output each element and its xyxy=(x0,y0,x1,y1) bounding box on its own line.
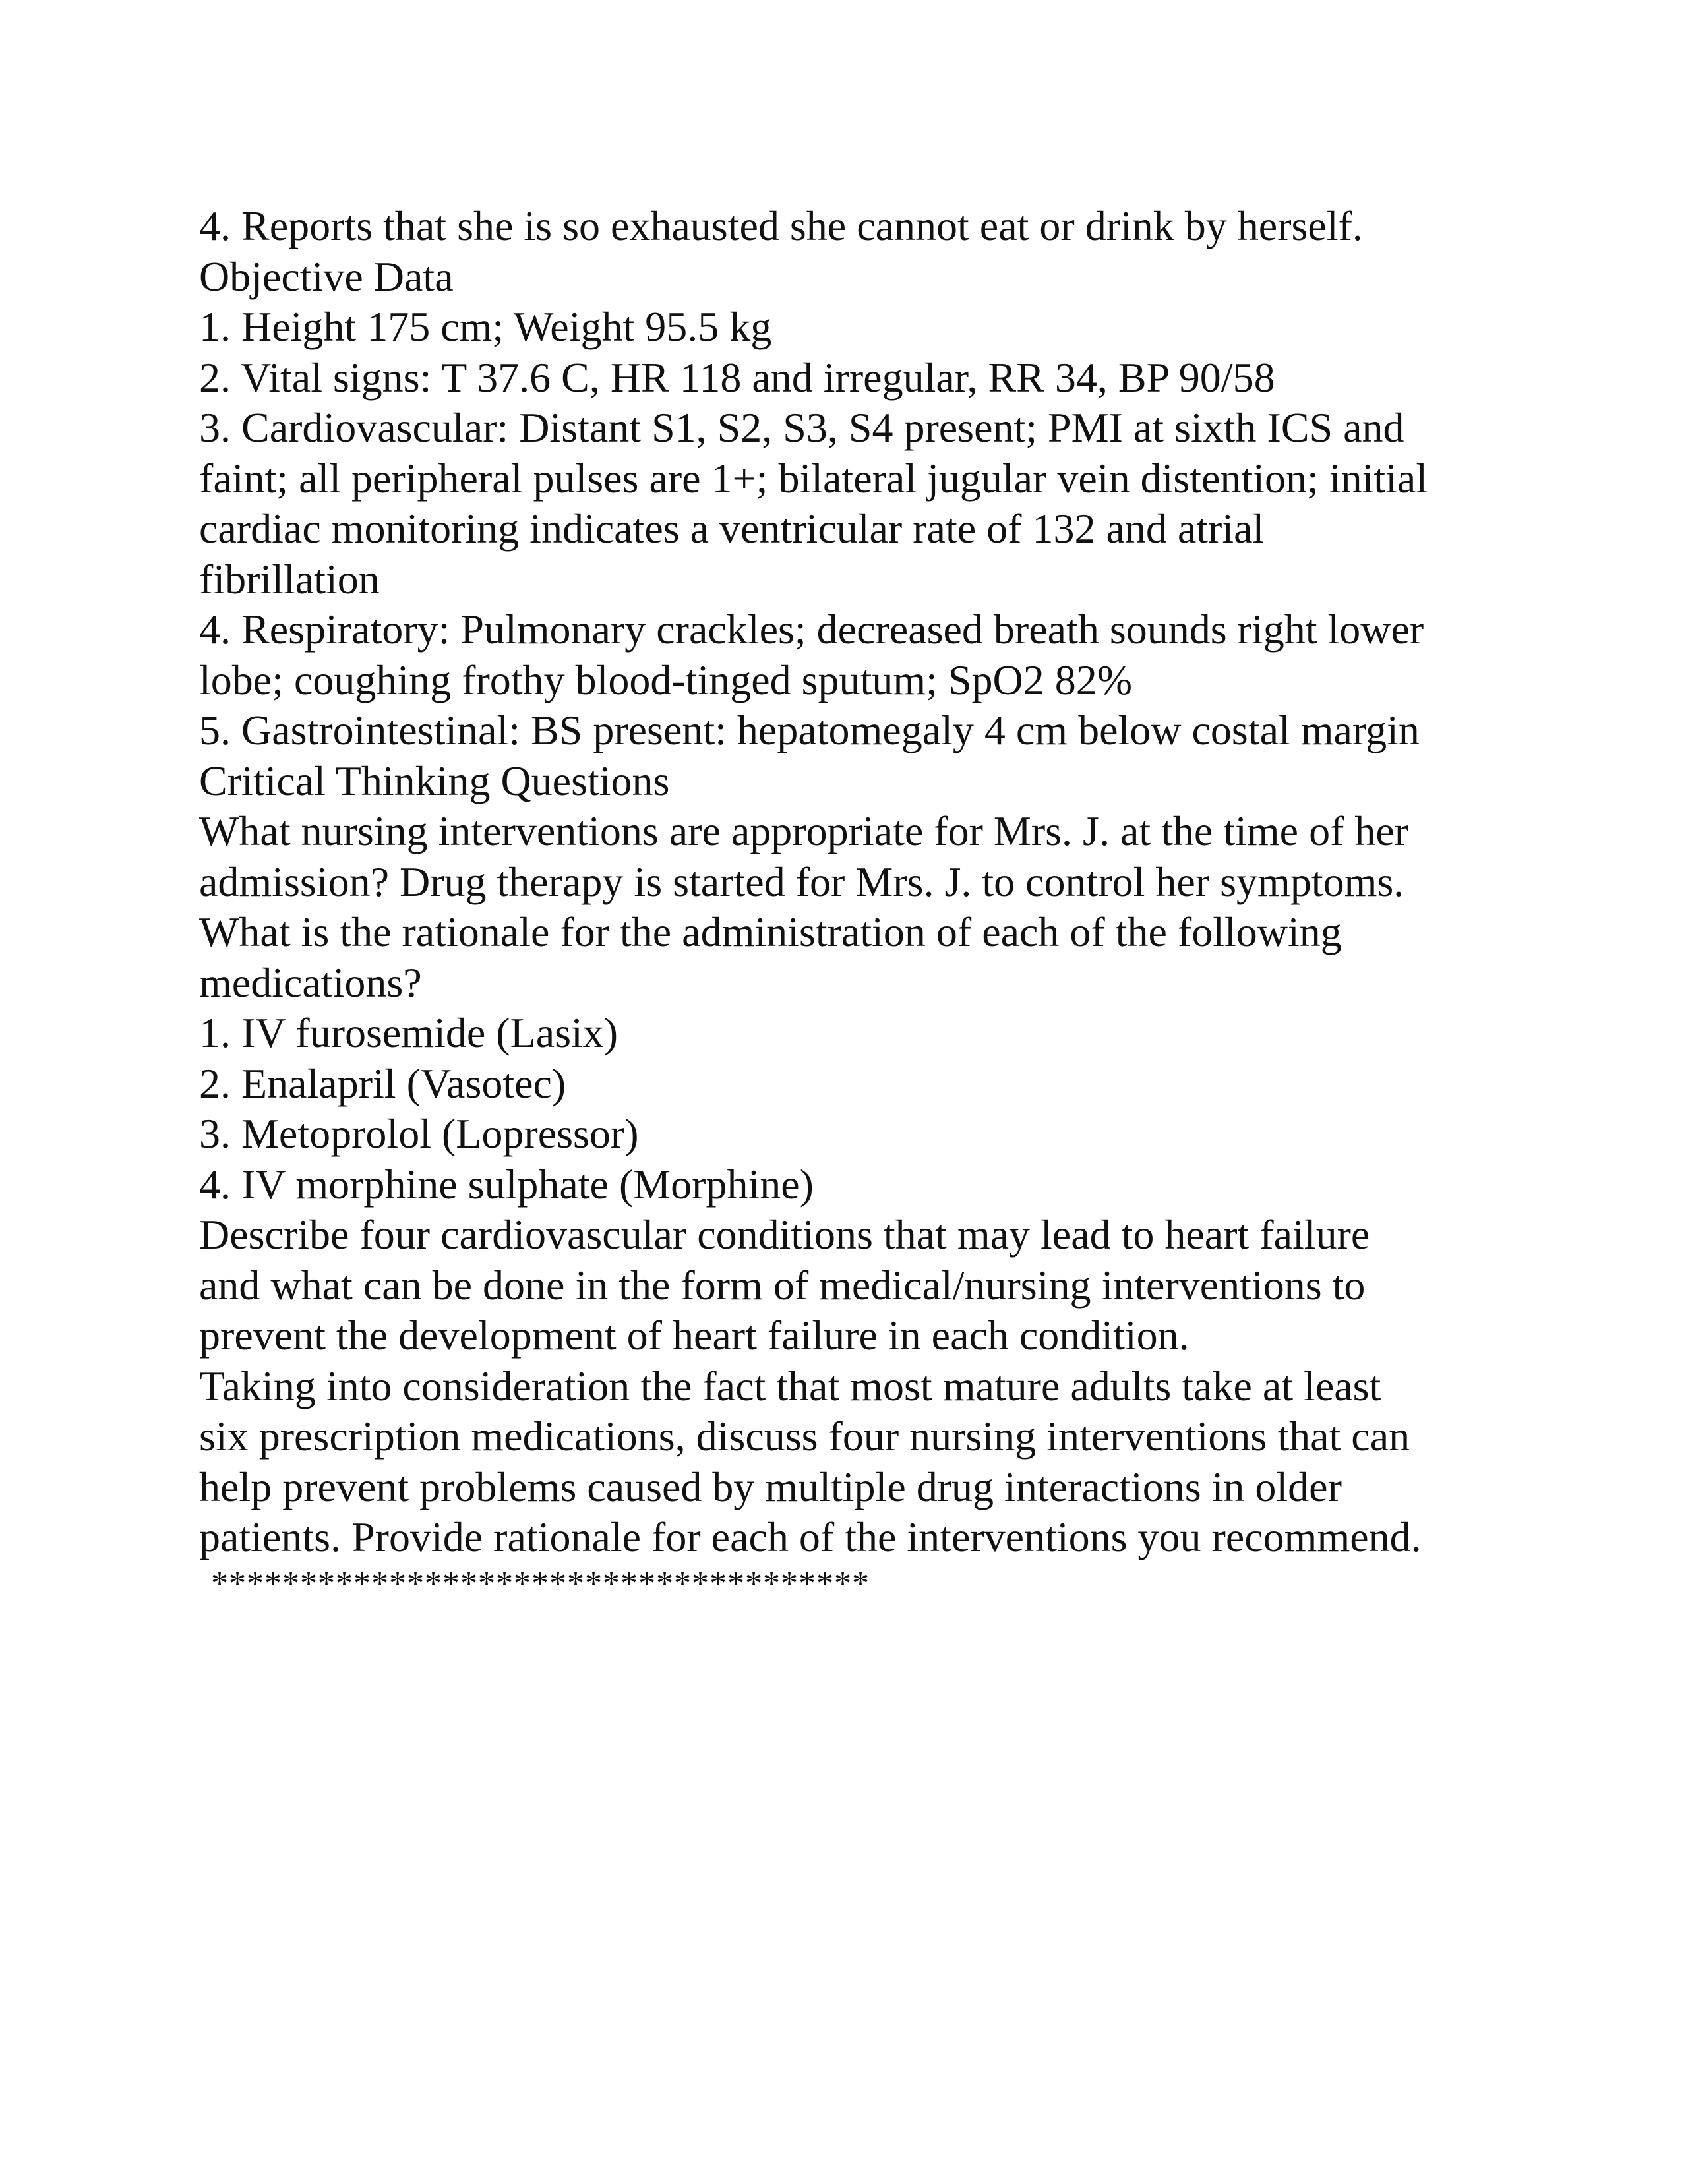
text-line: six prescription medications, discuss four nursing interventions that can xyxy=(199,1413,1410,1460)
text-line: prevent the development of heart failure in each condition. xyxy=(199,1312,1190,1359)
text-line: 2. Vital signs: T 37.6 C, HR 118 and irregular, RR 34, BP 90/58 xyxy=(199,353,1275,401)
text-line: lobe; coughing frothy blood-tinged sputum; SpO2 82% xyxy=(199,656,1132,703)
text-line: fibrillation xyxy=(199,555,380,603)
text-line: faint; all peripheral pulses are 1+; bilateral jugular vein distention; initial xyxy=(199,454,1428,502)
text-line: 5. Gastrointestinal: BS present: hepatomegaly 4 cm below costal margin xyxy=(199,707,1420,753)
text-line: What nursing interventions are appropriate for Mrs. J. at the time of her xyxy=(199,808,1409,854)
text-line: cardiac monitoring indicates a ventricular rate of 132 and atrial xyxy=(199,505,1265,552)
medication-item: 4. IV morphine sulphate (Morphine) xyxy=(199,1160,814,1208)
text-line: patients. Provide rationale for each of the interventions you recommend. xyxy=(199,1514,1422,1560)
text-line: 3. Cardiovascular: Distant S1, S2, S3, S4 present; PMI at sixth ICS and xyxy=(199,404,1404,451)
medication-item: 3. Metoprolol (Lopressor) xyxy=(199,1110,639,1157)
text-line: help prevent problems caused by multiple drug interactions in older xyxy=(199,1463,1342,1510)
text-line: Taking into consideration the fact that most mature adults take at least xyxy=(199,1362,1381,1409)
section-heading-objective-data: Objective Data xyxy=(199,252,454,300)
text-line: medications? xyxy=(199,959,422,1006)
text-line: admission? Drug therapy is started for Mrs. J. to control her symptoms. xyxy=(199,858,1404,905)
text-line: and what can be done in the form of medical/nursing interventions to xyxy=(199,1261,1366,1309)
asterisk-separator: ************************************* xyxy=(211,1564,870,1603)
text-line: What is the rationale for the administration of each of the following xyxy=(199,908,1342,955)
medication-item: 2. Enalapril (Vasotec) xyxy=(199,1059,566,1107)
text-line: Describe four cardiovascular conditions that may lead to heart failure xyxy=(199,1211,1370,1258)
text-line: 1. Height 175 cm; Weight 95.5 kg xyxy=(199,303,772,350)
text-line: 4. Reports that she is so exhausted she cannot eat or drink by herself. xyxy=(199,202,1363,249)
section-heading-critical-thinking: Critical Thinking Questions xyxy=(199,757,670,804)
text-line: 4. Respiratory: Pulmonary crackles; decreased breath sounds right lower xyxy=(199,606,1424,653)
document-text xyxy=(199,201,1518,1604)
medication-item: 1. IV furosemide (Lasix) xyxy=(199,1009,618,1056)
